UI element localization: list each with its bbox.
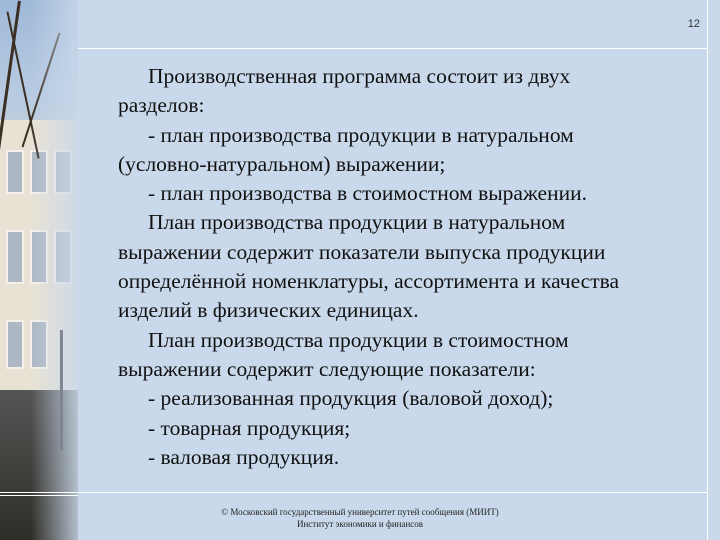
body-line: выражении содержит следующие показатели: bbox=[118, 356, 536, 381]
body-line: - план производства в стоимостном выражении. bbox=[148, 181, 587, 206]
footer-line-institute: Институт экономики и финансов bbox=[296, 519, 424, 529]
footer-line-university: © Московский государственный университет путей сообщения (МИИТ) bbox=[221, 507, 499, 517]
bottom-rule bbox=[0, 492, 708, 493]
body-line: определённой номенклатуры, ассортимента и качества bbox=[118, 269, 620, 294]
body-line: План производства продукции в стоимостном bbox=[148, 327, 569, 352]
body-line: - товарная продукция; bbox=[148, 415, 351, 440]
photo-fade bbox=[0, 0, 78, 540]
page-number: 12 bbox=[687, 18, 700, 30]
body-line: (условно-натуральном) выражении; bbox=[118, 151, 446, 176]
top-rule bbox=[78, 48, 708, 49]
body-line: выражении содержит показатели выпуска продукции bbox=[118, 239, 606, 264]
body-line: разделов: bbox=[118, 93, 205, 118]
body-line: - план производства продукции в натуральном bbox=[148, 122, 574, 147]
body-line: План производства продукции в натуральном bbox=[148, 210, 566, 235]
body-line: - реализованная продукция (валовой доход); bbox=[148, 386, 554, 411]
footer bbox=[180, 506, 540, 530]
bottom-rule-secondary bbox=[0, 495, 78, 496]
body-line: изделий в физических единицах. bbox=[118, 298, 419, 323]
body-line: Производственная программа состоит из двух bbox=[148, 64, 571, 88]
building-photo bbox=[0, 0, 78, 540]
body-line: - валовая продукция. bbox=[148, 444, 340, 469]
slide-body bbox=[118, 62, 708, 472]
